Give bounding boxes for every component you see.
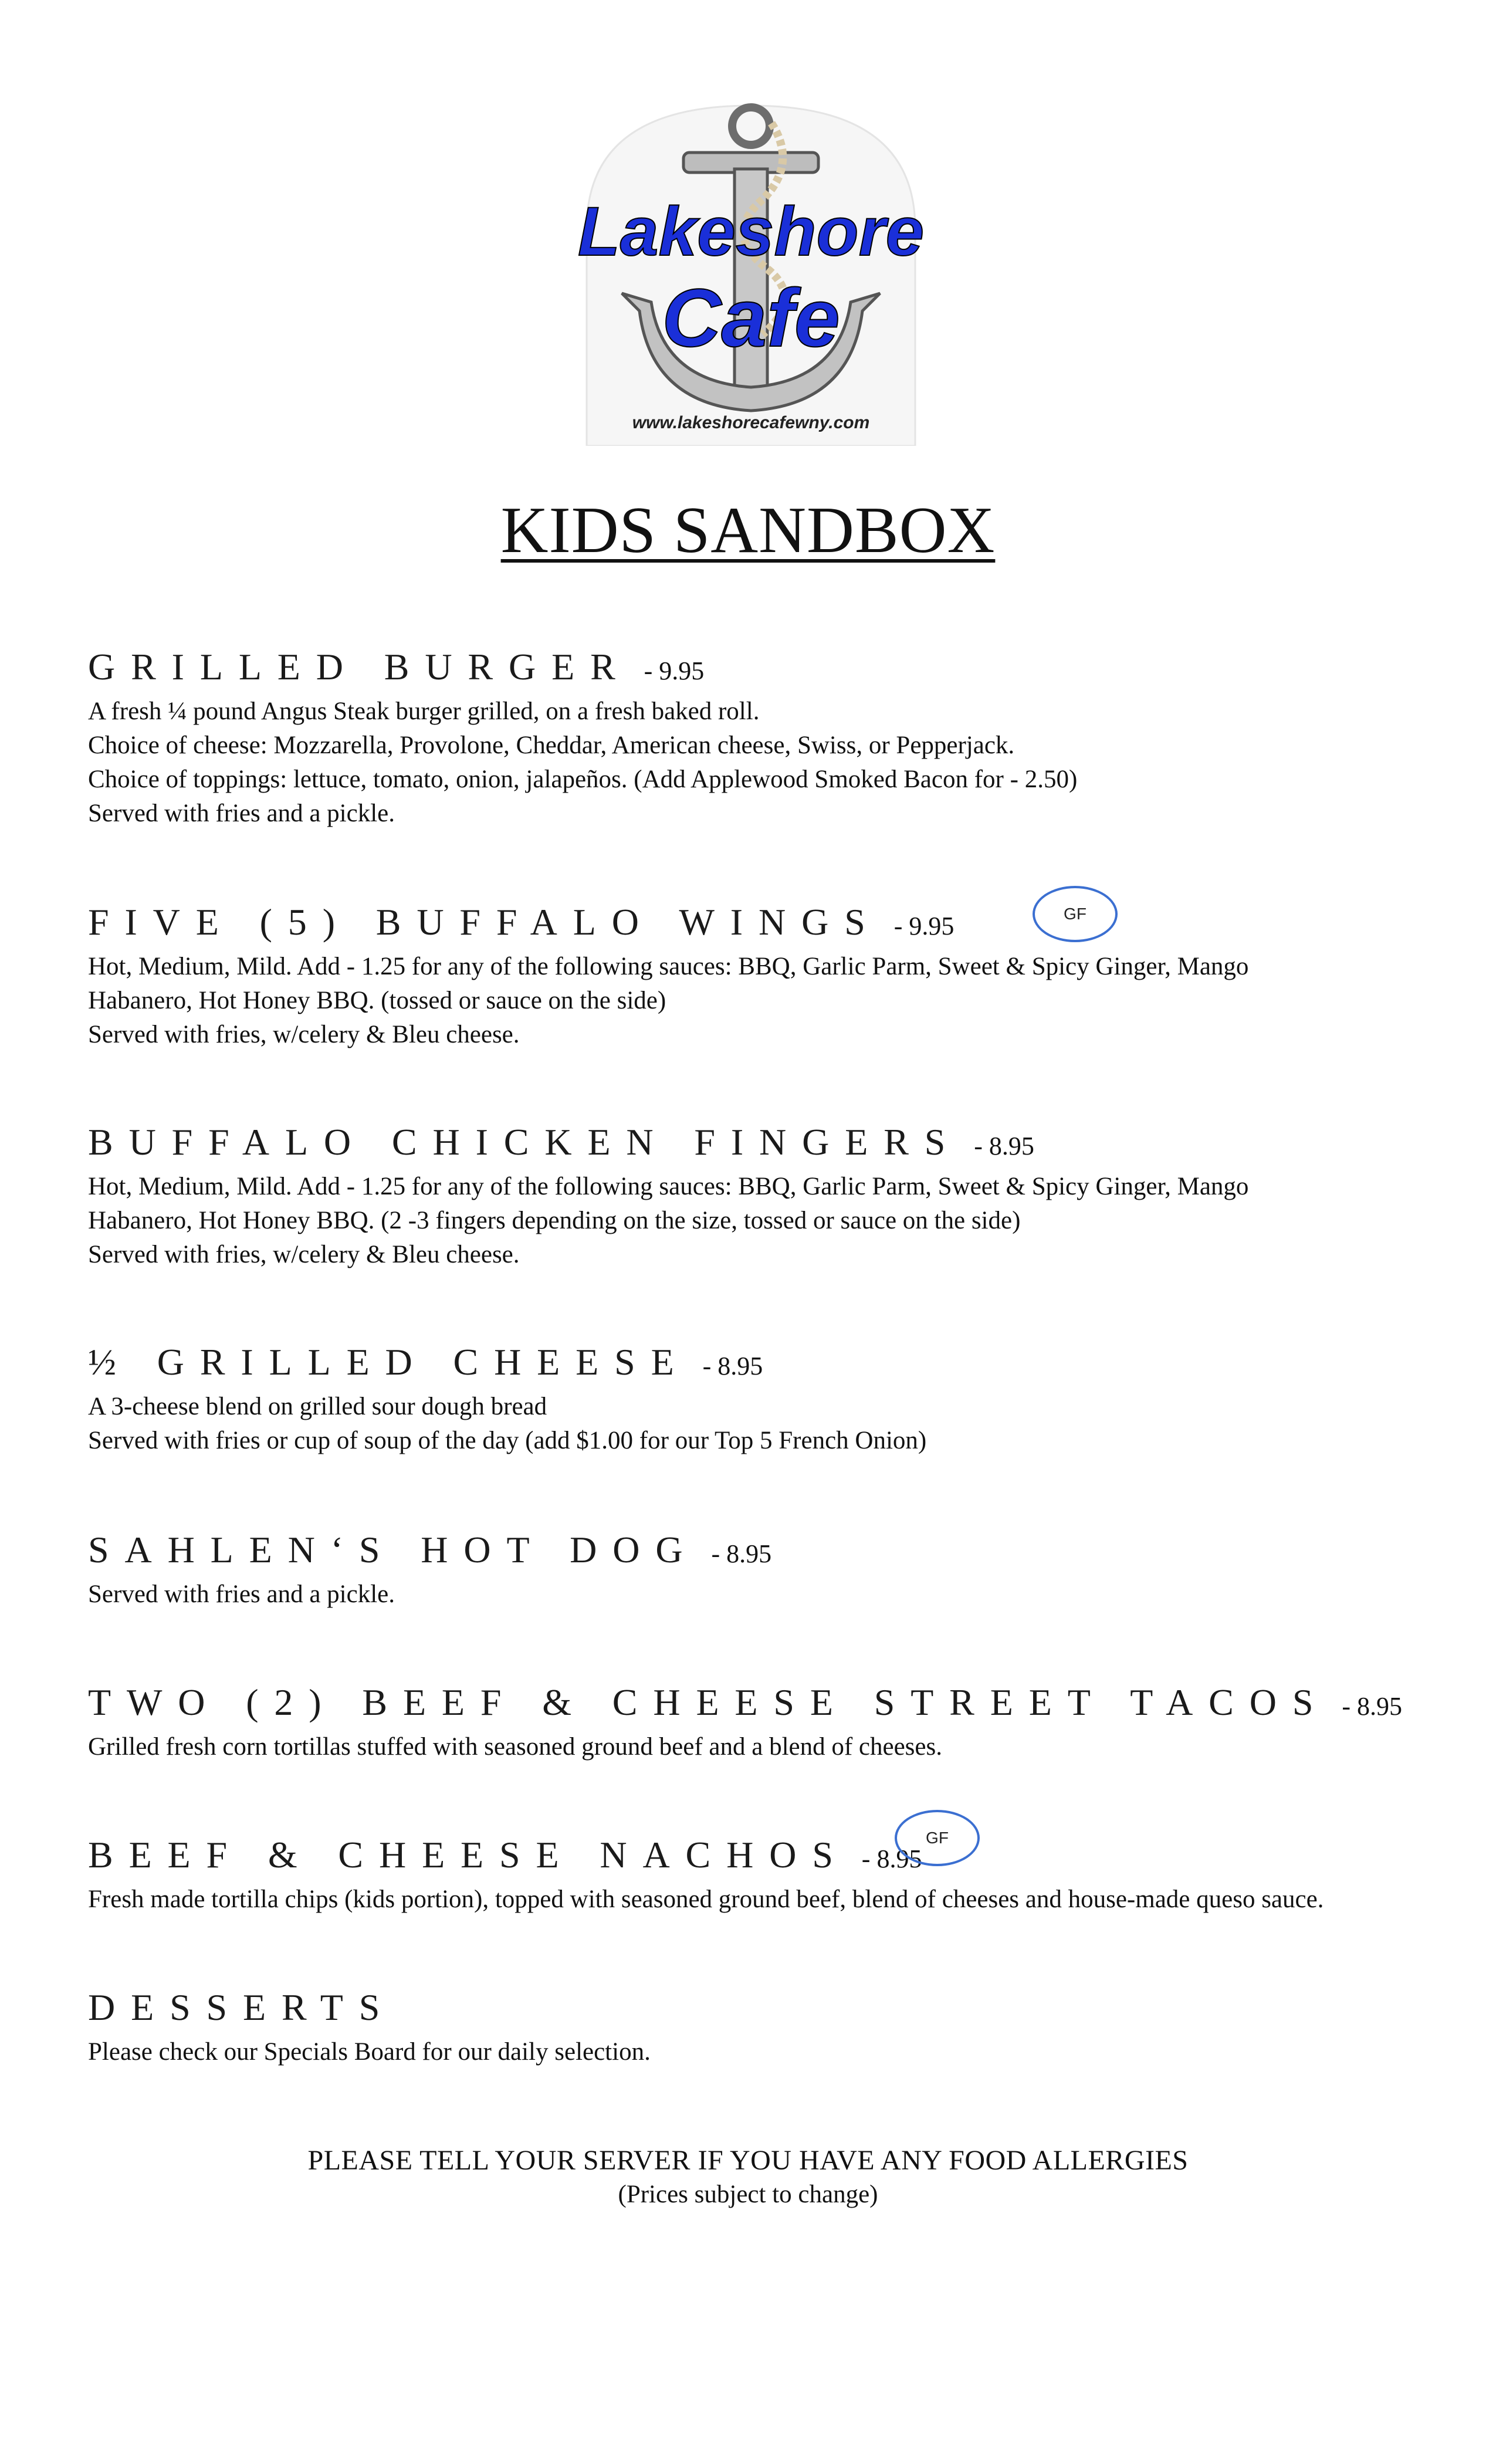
price-note: (Prices subject to change) — [618, 2181, 878, 2208]
item-price: - 8.95 — [1342, 1692, 1402, 1721]
description-line: Choice of cheese: Mozzarella, Provolone, Cheddar, American cheese, Swiss, or Pepperjack. — [88, 732, 1015, 759]
menu-item-nachos — [88, 1833, 1437, 1917]
item-description — [88, 1578, 1437, 1612]
lakeshore-cafe-logo — [575, 100, 927, 446]
description-line: Please check our Specials Board for our daily selection. — [88, 2038, 651, 2066]
description-line: A 3-cheese blend on grilled sour dough bread — [88, 1393, 547, 1420]
menu-item-grilled-cheese — [88, 1341, 1437, 1458]
item-price: - 8.95 — [702, 1352, 763, 1380]
item-name: GRILLED BURGER — [88, 646, 631, 688]
description-line: Fresh made tortilla chips (kids portion), topped with seasoned ground beef, blend of cheeses and house-made queso sauce. — [88, 1886, 1324, 1913]
item-description — [88, 1883, 1437, 1917]
description-line: Served with fries and a pickle. — [88, 800, 395, 827]
item-description — [88, 950, 1437, 1052]
allergy-warning: PLEASE TELL YOUR SERVER IF YOU HAVE ANY FOOD ALLERGIES — [307, 2145, 1189, 2176]
description-line: Served with fries, w/celery & Bleu cheese. — [88, 1241, 520, 1268]
description-line: Served with fries and a pickle. — [88, 1580, 395, 1608]
description-line: Habanero, Hot Honey BBQ. (2 -3 fingers depending on the size, tossed or sauce on the side) — [88, 1207, 1021, 1234]
item-name: FIVE (5) BUFFALO WINGS — [88, 901, 881, 943]
item-name: TWO (2) BEEF & CHEESE STREET TACOS — [88, 1681, 1329, 1723]
description-line: Served with fries or cup of soup of the day (add $1.00 for our Top 5 French Onion) — [88, 1427, 927, 1454]
menu-item-desserts — [88, 1986, 1437, 2069]
item-name: BEEF & CHEESE NACHOS — [88, 1834, 849, 1876]
menu-title: KIDS SANDBOX — [500, 494, 996, 567]
description-line: Choice of toppings: lettuce, tomato, onion, jalapeños. (Add Applewood Smoked Bacon for - 2.50) — [88, 766, 1078, 793]
description-line: Grilled fresh corn tortillas stuffed with seasoned ground beef and a blend of cheeses. — [88, 1733, 942, 1761]
menu-item-buffalo-wings — [88, 901, 1437, 1052]
gluten-free-badge: GF — [895, 1810, 980, 1866]
item-description — [88, 2035, 1437, 2069]
item-name: DESSERTS — [88, 1986, 396, 2028]
item-name: SAHLEN‘S HOT DOG — [88, 1529, 699, 1571]
item-price: - 8.95 — [711, 1539, 772, 1568]
item-price: - 8.95 — [974, 1132, 1034, 1160]
menu-item-street-tacos — [88, 1681, 1437, 1764]
logo-line2: Cafe — [662, 272, 840, 364]
item-price: - 9.95 — [644, 656, 705, 685]
item-name: ½ GRILLED CHEESE — [88, 1341, 690, 1383]
logo-url: www.lakeshorecafewny.com — [632, 413, 870, 432]
gluten-free-badge: GF — [1033, 886, 1118, 942]
logo-line1: Lakeshore — [577, 193, 925, 270]
description-line: Served with fries, w/celery & Bleu cheese. — [88, 1021, 520, 1048]
description-line: Hot, Medium, Mild. Add - 1.25 for any of the following sauces: BBQ, Garlic Parm, Sweet & Spicy Ginger, Mango — [88, 953, 1249, 980]
footer — [0, 2144, 1496, 2209]
description-line: Hot, Medium, Mild. Add - 1.25 for any of the following sauces: BBQ, Garlic Parm, Sweet & Spicy Ginger, Mango — [88, 1173, 1249, 1200]
item-description — [88, 1170, 1437, 1272]
description-line: Habanero, Hot Honey BBQ. (tossed or sauce on the side) — [88, 987, 666, 1014]
menu-item-grilled-burger — [88, 645, 1437, 831]
menu-item-buffalo-chicken-fingers — [88, 1121, 1437, 1272]
item-description — [88, 1390, 1437, 1458]
item-price: - 8.95 — [861, 1844, 922, 1873]
menu-item-hot-dog — [88, 1528, 1437, 1612]
item-price: - 9.95 — [893, 912, 955, 940]
item-description — [88, 1730, 1437, 1764]
item-name: BUFFALO CHICKEN FINGERS — [88, 1121, 962, 1163]
description-line: A fresh ¼ pound Angus Steak burger grilled, on a fresh baked roll. — [88, 698, 760, 725]
item-description — [88, 695, 1437, 831]
